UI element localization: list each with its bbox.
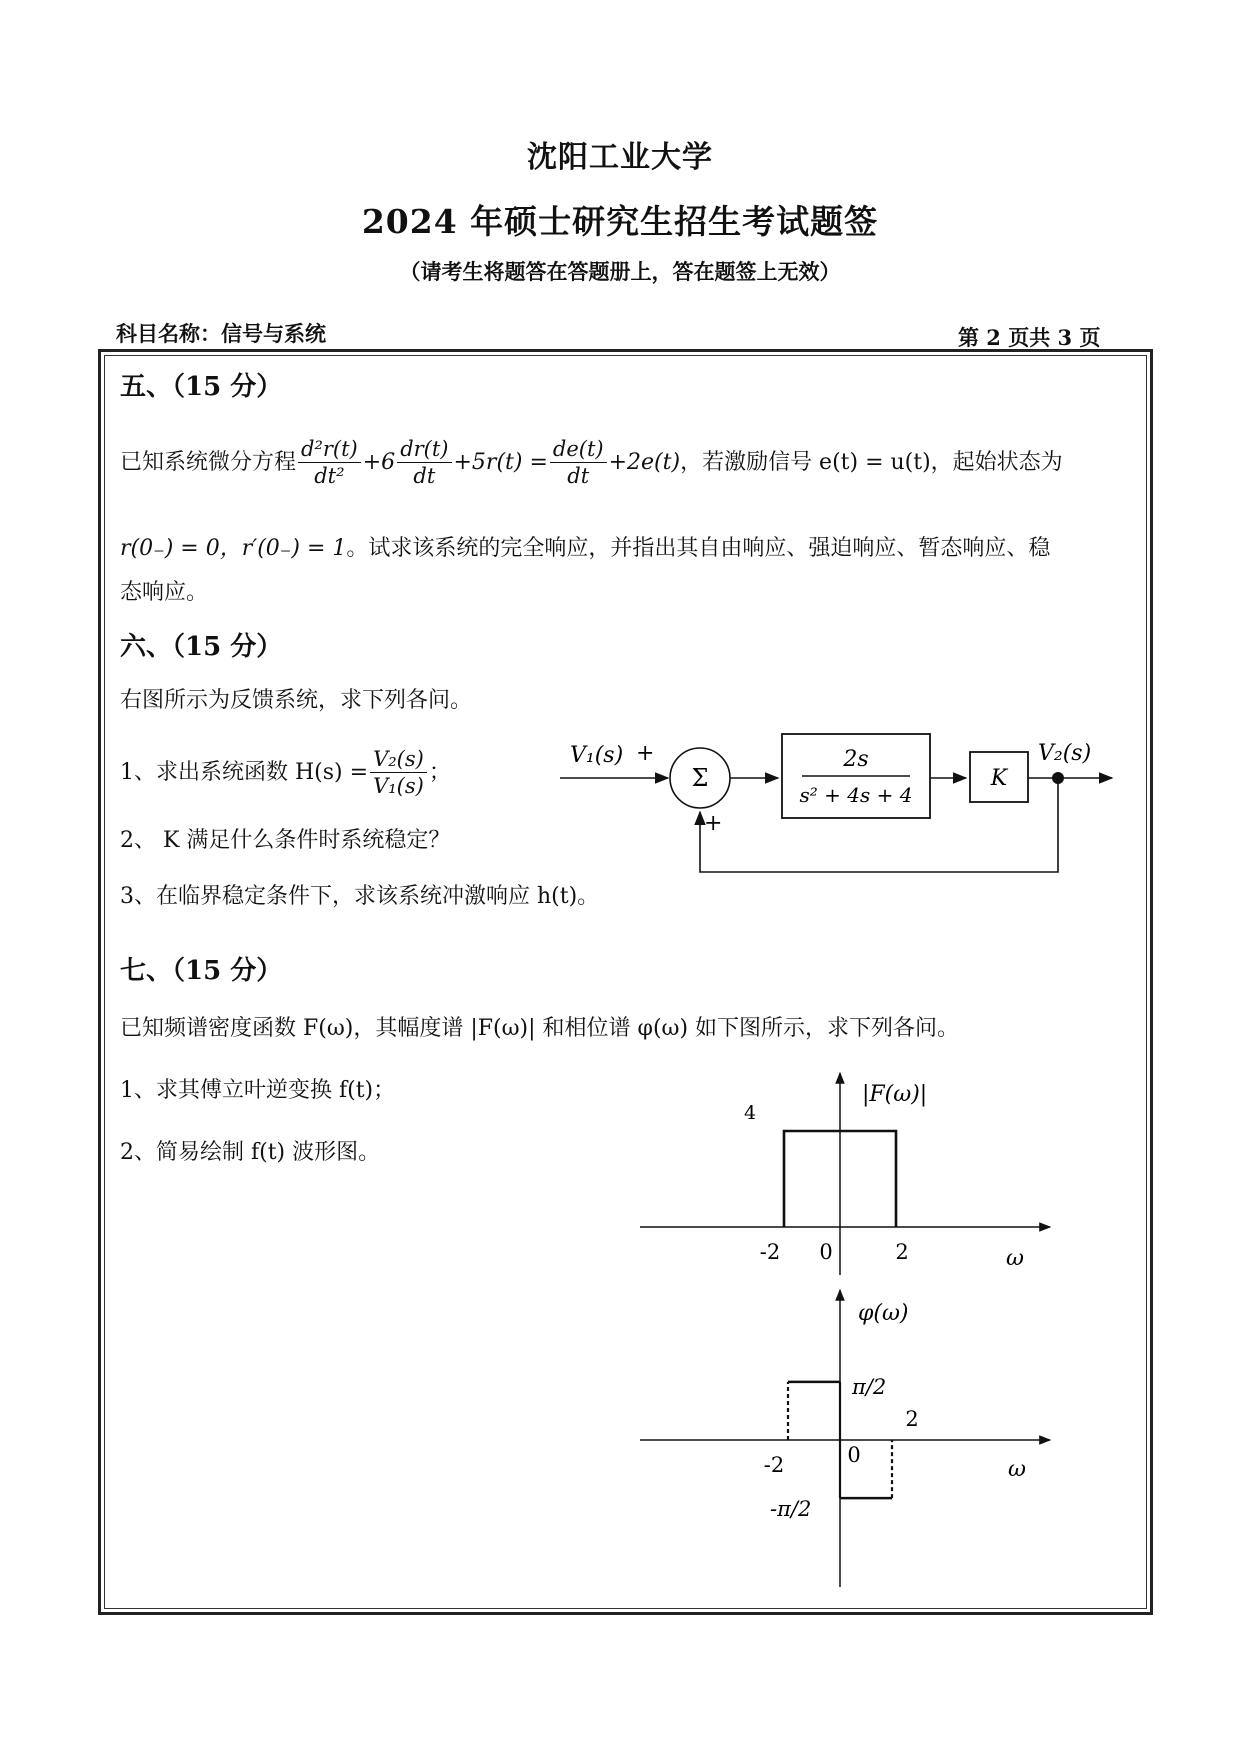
q7-intro: 已知频谱密度函数 F(ω)，其幅度谱 |F(ω)| 和相位谱 φ(ω) 如下图所示，求下列各问。	[120, 1016, 960, 1041]
q6-item1-prefix: 1、求出系统函数 H(s) =	[120, 759, 369, 785]
q6-item1-suffix: ；	[428, 759, 451, 785]
phase-x-tick-neg2: -2	[763, 1453, 785, 1477]
phase-y-tick-neg-pi-over-2: -π/2	[770, 1497, 812, 1521]
phase-xlabel: ω	[1008, 1457, 1026, 1482]
q5-line2-rest: 。试求该系统的完全响应，并指出其自由响应、强迫响应、暂态响应、稳	[346, 536, 1051, 561]
q5-initial-conditions: r(0₋) = 0，r′(0₋) = 1	[120, 536, 347, 561]
q5-term1	[298, 436, 361, 490]
block1-numerator: 2s	[843, 747, 869, 772]
q5-term1-den: dt²	[314, 464, 345, 489]
q6-item3: 3、在临界稳定条件下，求该系统冲激响应 h(t)。	[120, 884, 600, 909]
q5-term3	[550, 436, 607, 490]
mag-x-tick-0: 0	[819, 1240, 833, 1264]
phase-y-tick-pi-over-2: π/2	[852, 1375, 887, 1399]
q5-intro: 已知系统微分方程	[120, 449, 297, 475]
phase-spectrum-chart	[630, 1282, 1070, 1592]
mag-x-tick-neg2: -2	[759, 1240, 781, 1264]
gain-label: K	[990, 766, 1008, 791]
diagram-input-label: V₁(s)	[570, 743, 624, 768]
q5-term3-num: de(t)	[550, 436, 607, 463]
q7-heading: 七、（15 分）	[120, 956, 283, 986]
q5-term2	[397, 436, 451, 490]
exam-note: （请考生将题答在答题册上，答在题签上无效）	[399, 259, 841, 284]
q5-term1-num: d²r(t)	[298, 436, 361, 463]
magnitude-spectrum-chart	[630, 1065, 1070, 1285]
q7-item2: 2、简易绘制 f(t) 波形图。	[120, 1140, 381, 1165]
q6-item1	[120, 746, 451, 800]
q6-intro: 右图所示为反馈系统，求下列各问。	[120, 688, 473, 713]
subject-name: 科目名称：信号与系统	[116, 321, 326, 346]
q5-line2	[120, 536, 1050, 562]
q5-equation-line	[120, 436, 1063, 490]
q6-item1-den: V₁(s)	[373, 774, 424, 799]
q5-plus2e: +2e(t)	[608, 449, 681, 475]
q5-term2-num: dr(t)	[397, 436, 451, 463]
q5-plus5r: +5r(t) =	[453, 449, 548, 475]
q5-plus6: +6	[362, 449, 396, 475]
q6-item1-num: V₂(s)	[370, 746, 427, 773]
q5-heading: 五、（15 分）	[120, 372, 283, 402]
diagram-plus-top: +	[636, 741, 655, 766]
feedback-block-diagram	[550, 730, 1130, 890]
page-info: 第 2 页共 3 页	[958, 325, 1101, 350]
q5-term2-den: dt	[413, 464, 436, 489]
q7-item1: 1、求其傅立叶逆变换 f(t)；	[120, 1078, 396, 1103]
diagram-plus-bottom: +	[704, 811, 723, 836]
mag-x-tick-2: 2	[895, 1240, 909, 1264]
q5-condition: ，若激励信号 e(t) = u(t)，起始状态为	[680, 449, 1063, 475]
block1-denominator: s² + 4s + 4	[799, 783, 913, 807]
mag-xlabel: ω	[1006, 1246, 1024, 1271]
mag-y-tick-4: 4	[744, 1102, 757, 1124]
q5-term3-den: dt	[567, 464, 590, 489]
mag-title: |F(ω)|	[862, 1082, 928, 1107]
phase-x-tick-2: 2	[905, 1407, 919, 1431]
q5-line3: 态响应。	[120, 580, 209, 605]
q6-item2: 2、 K 满足什么条件时系统稳定？	[120, 828, 451, 853]
exam-title: 2024 年硕士研究生招生考试题签	[361, 202, 879, 241]
phase-title: φ(ω)	[858, 1301, 909, 1326]
sum-symbol: Σ	[691, 764, 709, 792]
q6-heading: 六、（15 分）	[120, 632, 283, 662]
university-name: 沈阳工业大学	[527, 140, 713, 175]
q6-item1-fraction	[370, 746, 427, 800]
phase-x-tick-0: 0	[847, 1443, 861, 1467]
diagram-output-label: V₂(s)	[1038, 741, 1092, 766]
